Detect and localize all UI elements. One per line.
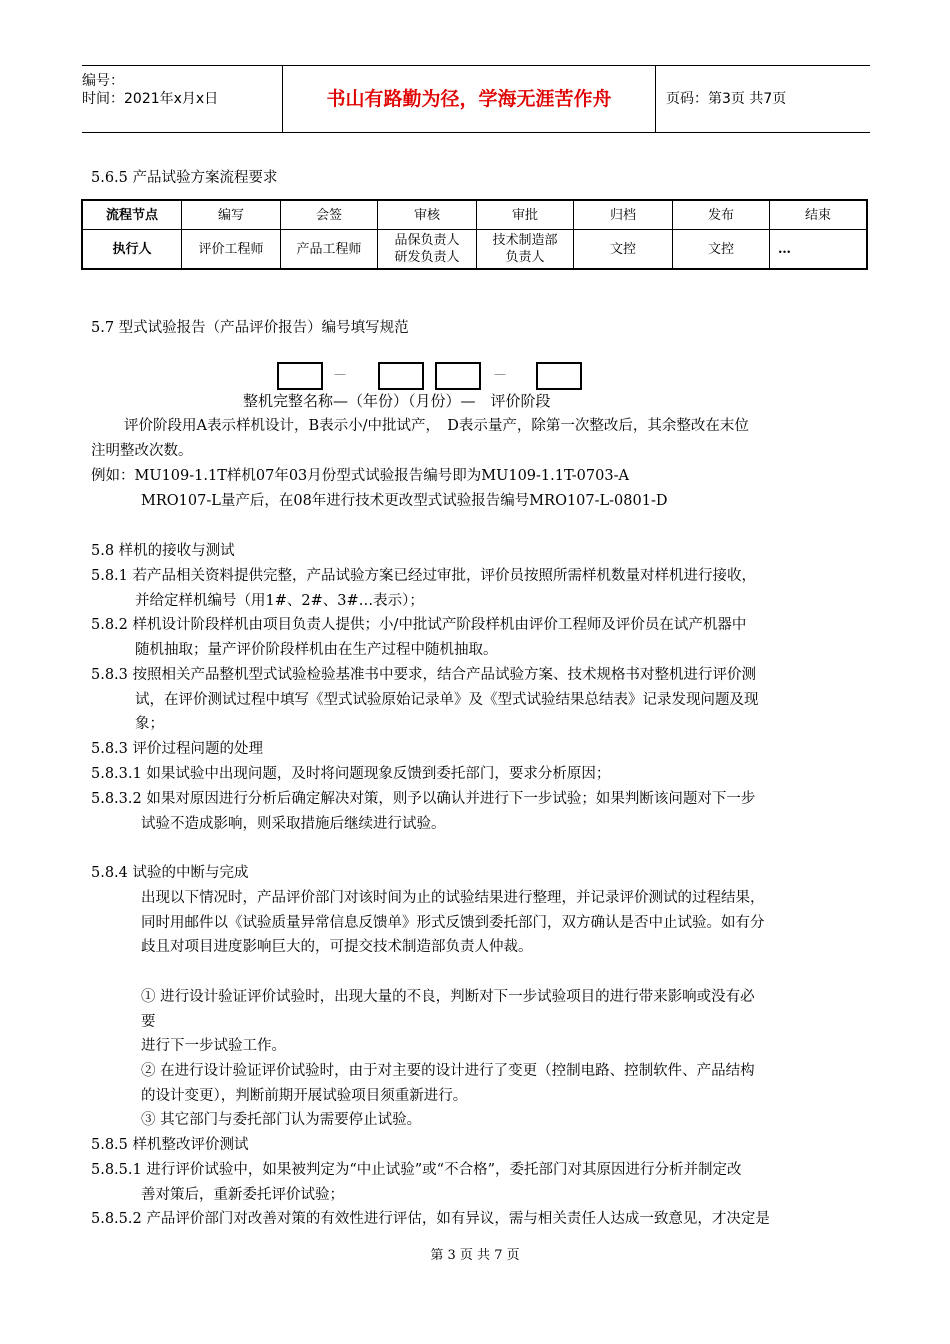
table-cell: 流程节点 xyxy=(82,200,182,230)
doc-date-label: 时间：2021年x月x日 xyxy=(82,91,219,107)
list-item: ① 进行设计验证评价试验时，出现大量的不良，判断对下一步试验项目的进行带来影响或没有必 xyxy=(141,989,755,1005)
table-cell: 结束 xyxy=(770,200,868,230)
cell-line: 品保负责人 xyxy=(394,233,460,248)
header-page-number: 页码：第3页 共7页 xyxy=(666,91,787,107)
table-cell: 会签 xyxy=(281,200,378,230)
doc-number-label: 编号： xyxy=(82,73,124,89)
table-cell: 评价工程师 xyxy=(182,230,281,270)
code-box-3 xyxy=(435,362,481,390)
code-box-1 xyxy=(277,362,323,390)
paragraph: 善对策后，重新委托评价试验； xyxy=(141,1187,344,1203)
header-meta xyxy=(82,66,282,138)
paragraph: 5.8.3.2 如果对原因进行分析后确定解决对策，则予以确认并进行下一步试验；如果判断该问题对下一步 xyxy=(91,791,756,807)
section-5-8-4-title: 5.8.4 试验的中断与完成 xyxy=(91,865,249,881)
paragraph: 5.8.5.2 产品评价部门对改善对策的有效性进行评估，如有异议，需与相关责任人达成一致意见，才决定是 xyxy=(91,1211,770,1227)
subsection-title: 5.8.3 评价过程问题的处理 xyxy=(91,741,264,757)
paragraph: 出现以下情况时，产品评价部门对该时间为止的试验结果进行整理，并记录评价测试的过程结果， xyxy=(141,890,765,906)
paragraph: 同时用邮件以《试验质量异常信息反馈单》形式反馈到委托部门，双方确认是否中止试验。如有分 xyxy=(141,915,765,931)
list-item: 的设计变更），判断前期开展试验项目须重新进行。 xyxy=(141,1088,468,1104)
table-cell: … xyxy=(770,230,868,270)
cell-line: 研发负责人 xyxy=(394,250,460,265)
table-cell: 归档 xyxy=(574,200,673,230)
paragraph: 随机抽取；量产评价阶段样机由在生产过程中随机抽取。 xyxy=(135,642,498,658)
table-cell: 审批 xyxy=(477,200,574,230)
flow-table xyxy=(81,199,868,270)
code-caption: 整机完整名称—（年份）（月份）— 评价阶段 xyxy=(243,392,551,410)
cell-line: 技术制造部 xyxy=(492,233,558,248)
paragraph: 5.8.2 样机设计阶段样机由项目负责人提供；小/中批试产阶段样机由评价工程师及评价员在试产机器中 xyxy=(91,617,747,633)
code-box-4 xyxy=(536,362,582,390)
table-cell: 审核 xyxy=(378,200,477,230)
paragraph: 5.8.3 按照相关产品整机型式试验检验基准书中要求，结合产品试验方案、技术规格书对整机进行评价测 xyxy=(91,667,756,683)
table-cell: 发布 xyxy=(673,200,770,230)
list-item: ③ 其它部门与委托部门认为需要停止试验。 xyxy=(141,1112,422,1128)
paragraph: 象； xyxy=(135,716,164,732)
table-cell: 执行人 xyxy=(82,230,182,270)
code-box-2 xyxy=(378,362,424,390)
cell-line: 负责人 xyxy=(505,250,545,265)
table-cell xyxy=(477,230,574,270)
paragraph: 5.8.3.1 如果试验中出现问题，及时将问题现象反馈到委托部门，要求分析原因； xyxy=(91,766,611,782)
section-5-7-title: 5.7 型式试验报告（产品评价报告）编号填写规范 xyxy=(91,320,409,336)
section-5-8-5-title: 5.8.5 样机整改评价测试 xyxy=(91,1137,249,1153)
paragraph: 评价阶段用A表示样机设计，B表示小/中批试产， D表示量产，除第一次整改后，其余整改在末位 xyxy=(124,418,749,434)
table-cell: 文控 xyxy=(574,230,673,270)
paragraph: 5.8.5.1 进行评价试验中，如果被判定为“中止试验”或“不合格”，委托部门对其原因进行分析并制定改 xyxy=(91,1162,742,1178)
page-header xyxy=(82,65,870,133)
paragraph: 并给定样机编号（用1#、2#、3#…表示）； xyxy=(135,593,424,609)
paragraph: 试验不造成影响，则采取措施后继续进行试验。 xyxy=(141,816,446,832)
table-cell: 编写 xyxy=(182,200,281,230)
header-motto: 书山有路勤为径，学海无涯苦作舟 xyxy=(282,66,656,132)
code-dash-2: — xyxy=(494,367,506,381)
paragraph: 5.8.1 若产品相关资料提供完整，产品试验方案已经过审批，评价员按照所需样机数量对样机进行接收， xyxy=(91,568,756,584)
paragraph: 歧且对项目进度影响巨大的，可提交技术制造部负责人仲裁。 xyxy=(141,939,533,955)
table-cell xyxy=(378,230,477,270)
table-cell: 产品工程师 xyxy=(281,230,378,270)
code-dash-1: — xyxy=(334,367,346,381)
example-line: 例如：MU109-1.1T样机07年03月份型式试验报告编号即为MU109-1.1T-0703-A xyxy=(91,468,629,484)
page-footer: 第 3 页 共 7 页 xyxy=(430,1248,520,1263)
section-5-8-title: 5.8 样机的接收与测试 xyxy=(91,543,235,559)
list-item: ② 在进行设计验证评价试验时，由于对主要的设计进行了变更（控制电路、控制软件、产品结构 xyxy=(141,1063,755,1079)
paragraph: 注明整改次数。 xyxy=(91,443,193,459)
example-line: MRO107-L量产后，在08年进行技术更改型式试验报告编号MRO107-L-0801-D xyxy=(141,493,668,509)
list-item: 要 xyxy=(141,1014,156,1030)
section-5-6-5-title: 5.6.5 产品试验方案流程要求 xyxy=(91,170,278,186)
table-row xyxy=(82,230,867,270)
table-cell: 文控 xyxy=(673,230,770,270)
table-row xyxy=(82,200,867,230)
list-item: 进行下一步试验工作。 xyxy=(141,1038,286,1054)
paragraph: 试，在评价测试过程中填写《型式试验原始记录单》及《型式试验结果总结表》记录发现问题及现 xyxy=(135,692,759,708)
